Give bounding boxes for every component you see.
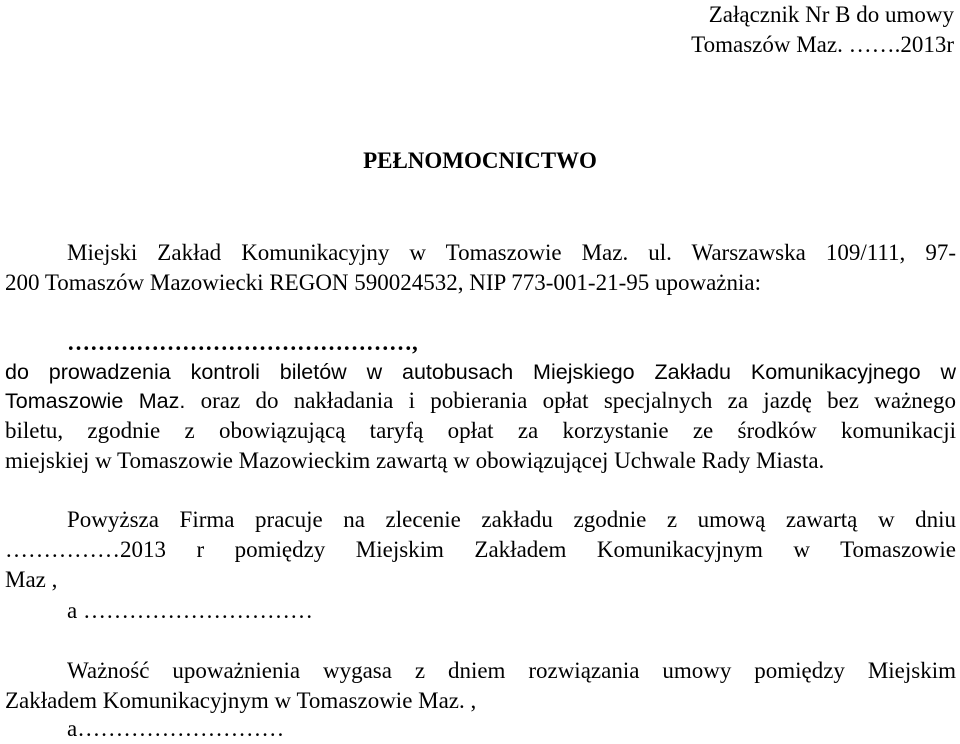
validity-line-1: Ważność upoważnienia wygasa z dniem rozwiązania umowy pomiędzy Miejskim <box>67 658 956 683</box>
validity-line-2: Zakładem Komunikacyjnym w Tomaszowie Maz. , <box>5 688 477 713</box>
authorized-person-blank: ………………………………………, <box>67 330 418 355</box>
document-title: PEŁNOMOCNICTWO <box>363 148 597 173</box>
intro-line-1: Miejski Zakład Komunikacyjny w Tomaszowie Maz. ul. Warszawska 109/111, 97- <box>67 240 956 265</box>
scope-line-4: miejskiej w Tomaszowie Mazowieckim zawartą w obowiązującej Uchwale Rady Miasta. <box>5 448 825 473</box>
scope-line-1: do prowadzenia kontroli biletów w autobusach Miejskiego Zakładu Komunikacyjnego w <box>5 360 956 384</box>
scope-line-2 <box>5 386 956 416</box>
attachment-line: Załącznik Nr B do umowy <box>708 2 954 27</box>
scope-line-3: biletu, zgodnie z obowiązującą taryfą opłat za korzystanie ze środków komunikacji <box>5 418 956 443</box>
contract-line-1: Powyższa Firma pracuje na zlecenie zakładu zgodnie z umową zawartą w dniu <box>67 507 956 532</box>
scope-line-2-sans: Tomaszowie Maz. <box>5 389 186 413</box>
validity-line-3: a……………………… <box>67 716 285 741</box>
contract-line-3: Maz , <box>5 567 58 592</box>
contract-line-4: a ………………………… <box>67 598 313 623</box>
scope-line-2-serif: oraz do nakładania i pobierania opłat specjalnych za jazdę bez ważnego <box>185 388 956 413</box>
contract-line-2: ……………2013 r pomiędzy Miejskim Zakładem Komunikacyjnym w Tomaszowie <box>5 537 956 562</box>
place-date-line: Tomaszów Maz. …….2013r <box>691 32 954 57</box>
intro-line-2: 200 Tomaszów Mazowiecki REGON 590024532, NIP 773-001-21-95 upoważnia: <box>5 270 761 295</box>
